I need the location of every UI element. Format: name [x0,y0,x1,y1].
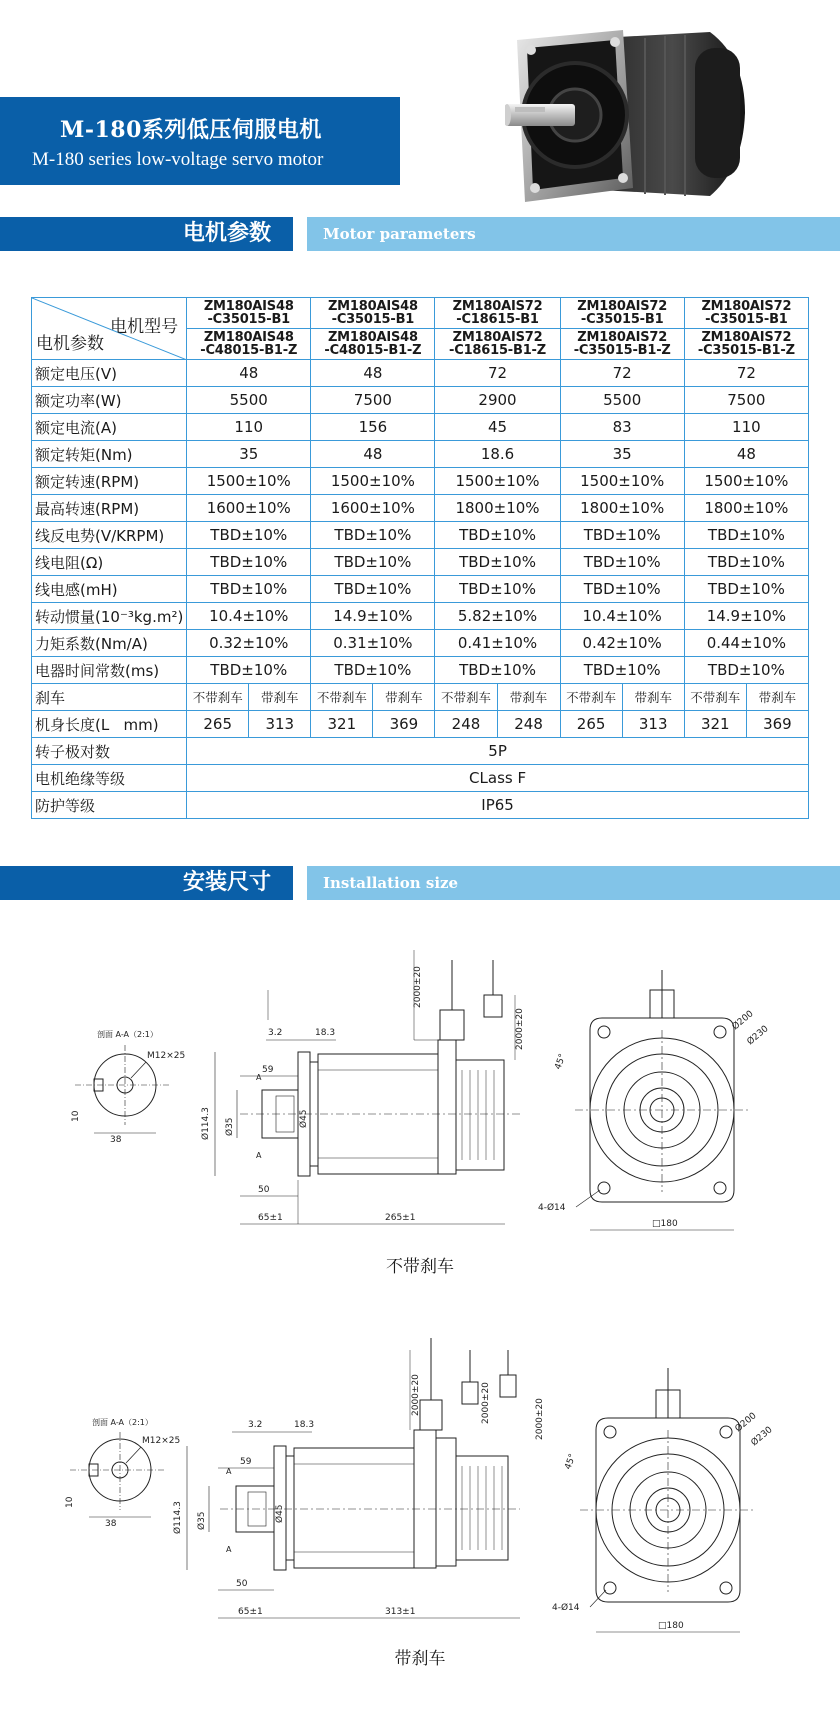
corner-label-model: 电机型号 [110,317,179,337]
dim-59: 59 [240,1457,252,1467]
param-value: 1600±10% [187,495,311,522]
param-row [32,441,809,468]
section-aa-label: 剖面 A-A（2:1） [92,1418,153,1427]
param-label: 线反电势(V/KRPM) [32,522,187,549]
angle-label: 45° [553,1052,569,1072]
param-value: TBD±10% [435,549,560,576]
param-value: TBD±10% [684,549,808,576]
brake-value: 带刹车 [373,684,435,711]
brake-value: 带刹车 [497,684,560,711]
dim-35: Ø35 [197,1511,207,1530]
param-value: 10.4±10% [187,603,311,630]
param-value: 0.31±10% [311,630,435,657]
param-value: 110 [187,414,311,441]
dim-114: Ø114.3 [201,1107,211,1140]
param-value: TBD±10% [684,576,808,603]
dim-length: 313±1 [385,1607,416,1617]
param-value: TBD±10% [187,549,311,576]
param-value: 0.41±10% [435,630,560,657]
phi200-label: Ø200 [733,1411,759,1435]
section-install-subtitle: Installation size [307,866,840,900]
dim-3-2: 3.2 [248,1420,263,1430]
model-bottom: ZM180AIS48 -C48015-B1-Z [187,329,311,360]
param-value: 2900 [435,387,560,414]
model-bottom: ZM180AIS72 -C35015-B1-Z [560,329,684,360]
phi230-label: Ø230 [749,1425,775,1449]
dim-114: Ø114.3 [173,1501,183,1534]
holes-label: 4-Ø14 [538,1203,566,1213]
caption-brake: 带刹车 [394,1649,446,1669]
cable2-label: 2000±20 [481,1382,491,1424]
param-value: TBD±10% [187,657,311,684]
motor-parameter-table [31,297,809,819]
param-value: 1500±10% [560,468,684,495]
phi230-label: Ø230 [745,1024,771,1048]
model-top: ZM180AIS72 -C35015-B1 [560,298,684,329]
param-value: 48 [311,360,435,387]
angle-label: 45° [563,1452,579,1472]
param-value: TBD±10% [311,549,435,576]
param-value: 35 [560,441,684,468]
brake-value: 带刹车 [249,684,311,711]
param-label: 力矩系数(Nm/A) [32,630,187,657]
motor-photo [505,18,750,208]
dim-18-3: 18.3 [315,1028,336,1038]
param-value: TBD±10% [435,522,560,549]
length-value: 369 [746,711,808,738]
param-label: 额定功率(W) [32,387,187,414]
param-value: 1500±10% [684,468,808,495]
param-value: 110 [684,414,808,441]
a-mark-bottom: A [256,1151,262,1160]
param-row [32,522,809,549]
a-mark-bottom: A [226,1545,232,1554]
dim-18-3: 18.3 [294,1420,315,1430]
param-row [32,414,809,441]
param-value: 1800±10% [684,495,808,522]
model-top: ZM180AIS72 -C35015-B1 [684,298,808,329]
side-view [200,950,525,1224]
key-width-label: 10 [65,1496,75,1508]
param-value: 156 [311,414,435,441]
length-value: 369 [373,711,435,738]
param-value: TBD±10% [560,522,684,549]
param-value: 0.44±10% [684,630,808,657]
pole-pairs-row [32,738,809,765]
param-row [32,630,809,657]
brake-value: 不带刹车 [311,684,373,711]
param-value: 35 [187,441,311,468]
section-params-title: 电机参数 [0,217,293,251]
param-value: TBD±10% [435,576,560,603]
param-value: 1600±10% [311,495,435,522]
param-value: TBD±10% [187,522,311,549]
brake-value: 不带刹车 [435,684,497,711]
dim-65: 65±1 [258,1213,283,1223]
shaft-height-label: 38 [110,1135,122,1145]
param-value: TBD±10% [187,576,311,603]
param-value: 45 [435,414,560,441]
drawing-no-brake [0,930,840,1240]
thread-label: M12×25 [147,1051,186,1061]
brake-label: 刹车 [32,684,187,711]
param-value: 72 [560,360,684,387]
param-value: 48 [187,360,311,387]
section-install-title: 安装尺寸 [0,866,293,900]
key-width-label: 10 [71,1110,81,1122]
dim-45: Ø45 [299,1109,309,1128]
caption-no-brake: 不带刹车 [386,1257,454,1277]
span-row-value: IP65 [187,792,809,819]
phi200-label: Ø200 [730,1009,756,1033]
param-value: 1500±10% [311,468,435,495]
insulation-row [32,765,809,792]
brake-value: 不带刹车 [560,684,622,711]
cable3-label: 2000±20 [535,1398,545,1440]
param-value: TBD±10% [684,657,808,684]
cable1-label: 2000±20 [413,966,423,1008]
brake-value: 带刹车 [746,684,808,711]
model-top: ZM180AIS72 -C18615-B1 [435,298,560,329]
param-value: TBD±10% [311,522,435,549]
front-view [552,1368,775,1632]
param-row [32,495,809,522]
brake-value: 不带刹车 [684,684,746,711]
section-params-subtitle: Motor parameters [307,217,840,251]
model-bottom: ZM180AIS48 -C48015-B1-Z [311,329,435,360]
param-value: 83 [560,414,684,441]
param-label: 线电感(mH) [32,576,187,603]
param-label: 线电阻(Ω) [32,549,187,576]
param-row [32,549,809,576]
span-row-label: 电机绝缘等级 [32,765,187,792]
param-value: 48 [311,441,435,468]
param-value: TBD±10% [311,657,435,684]
drawing-brake [0,1320,840,1650]
param-value: 5500 [187,387,311,414]
dim-length: 265±1 [385,1213,416,1223]
param-label: 额定转速(RPM) [32,468,187,495]
length-value: 265 [187,711,249,738]
model-bottom: ZM180AIS72 -C35015-B1-Z [684,329,808,360]
param-label: 电器时间常数(ms) [32,657,187,684]
model-top: ZM180AIS48 -C35015-B1 [187,298,311,329]
param-value: 14.9±10% [684,603,808,630]
square-label: □180 [652,1219,678,1229]
length-value: 265 [560,711,622,738]
dim-45: Ø45 [275,1504,285,1523]
model-bottom: ZM180AIS72 -C18615-B1-Z [435,329,560,360]
length-value: 313 [622,711,684,738]
dim-50: 50 [236,1579,248,1589]
section-aa-label: 剖面 A-A（2:1） [97,1030,158,1039]
param-value: 1800±10% [560,495,684,522]
dim-65: 65±1 [238,1607,263,1617]
param-value: TBD±10% [560,549,684,576]
a-mark-top: A [226,1467,232,1476]
param-row [32,468,809,495]
cable2-label: 2000±20 [515,1008,525,1050]
param-value: 0.42±10% [560,630,684,657]
param-value: 18.6 [435,441,560,468]
param-label: 最高转速(RPM) [32,495,187,522]
dim-3-2: 3.2 [268,1028,283,1038]
brake-value: 带刹车 [622,684,684,711]
cable1-label: 2000±20 [411,1374,421,1416]
span-row-value: CLass F [187,765,809,792]
param-value: 7500 [684,387,808,414]
param-value: TBD±10% [435,657,560,684]
dim-59: 59 [262,1065,274,1075]
corner-label-param: 电机参数 [36,334,104,354]
param-value: 1500±10% [435,468,560,495]
param-row [32,603,809,630]
thread-label: M12×25 [142,1436,181,1446]
param-value: 48 [684,441,808,468]
param-value: TBD±10% [684,522,808,549]
param-value: TBD±10% [311,576,435,603]
param-value: 72 [435,360,560,387]
param-value: TBD±10% [560,657,684,684]
param-value: 7500 [311,387,435,414]
title-banner [0,97,400,185]
param-value: 0.32±10% [187,630,311,657]
square-label: □180 [658,1621,684,1631]
param-value: 72 [684,360,808,387]
param-row [32,576,809,603]
table-corner-cell [32,298,187,360]
length-value: 313 [249,711,311,738]
length-value: 321 [311,711,373,738]
title-en: M-180 series low-voltage servo motor [32,149,324,170]
side-view [172,1338,545,1618]
length-label: 机身长度(L mm) [32,711,187,738]
param-row [32,657,809,684]
param-value: 10.4±10% [560,603,684,630]
param-row [32,387,809,414]
length-value: 321 [684,711,746,738]
param-label: 额定转矩(Nm) [32,441,187,468]
holes-label: 4-Ø14 [552,1603,580,1613]
length-row [32,711,809,738]
param-value: 1800±10% [435,495,560,522]
param-value: 1500±10% [187,468,311,495]
span-row-label: 防护等级 [32,792,187,819]
title-cn: M-180系列低压伺服电机 [60,117,322,143]
brake-value: 不带刹车 [187,684,249,711]
length-value: 248 [435,711,497,738]
param-row [32,360,809,387]
protection-row [32,792,809,819]
dim-50: 50 [258,1185,270,1195]
model-top: ZM180AIS48 -C35015-B1 [311,298,435,329]
param-value: TBD±10% [560,576,684,603]
span-row-label: 转子极对数 [32,738,187,765]
dim-35: Ø35 [225,1117,235,1136]
param-label: 转动惯量(10⁻³kg.m²) [32,603,187,630]
span-row-value: 5P [187,738,809,765]
param-value: 5500 [560,387,684,414]
front-view [538,970,771,1230]
a-mark-top: A [256,1073,262,1082]
brake-row [32,684,809,711]
param-value: 14.9±10% [311,603,435,630]
shaft-height-label: 38 [105,1519,117,1529]
param-label: 额定电压(V) [32,360,187,387]
length-value: 248 [497,711,560,738]
param-label: 额定电流(A) [32,414,187,441]
param-value: 5.82±10% [435,603,560,630]
